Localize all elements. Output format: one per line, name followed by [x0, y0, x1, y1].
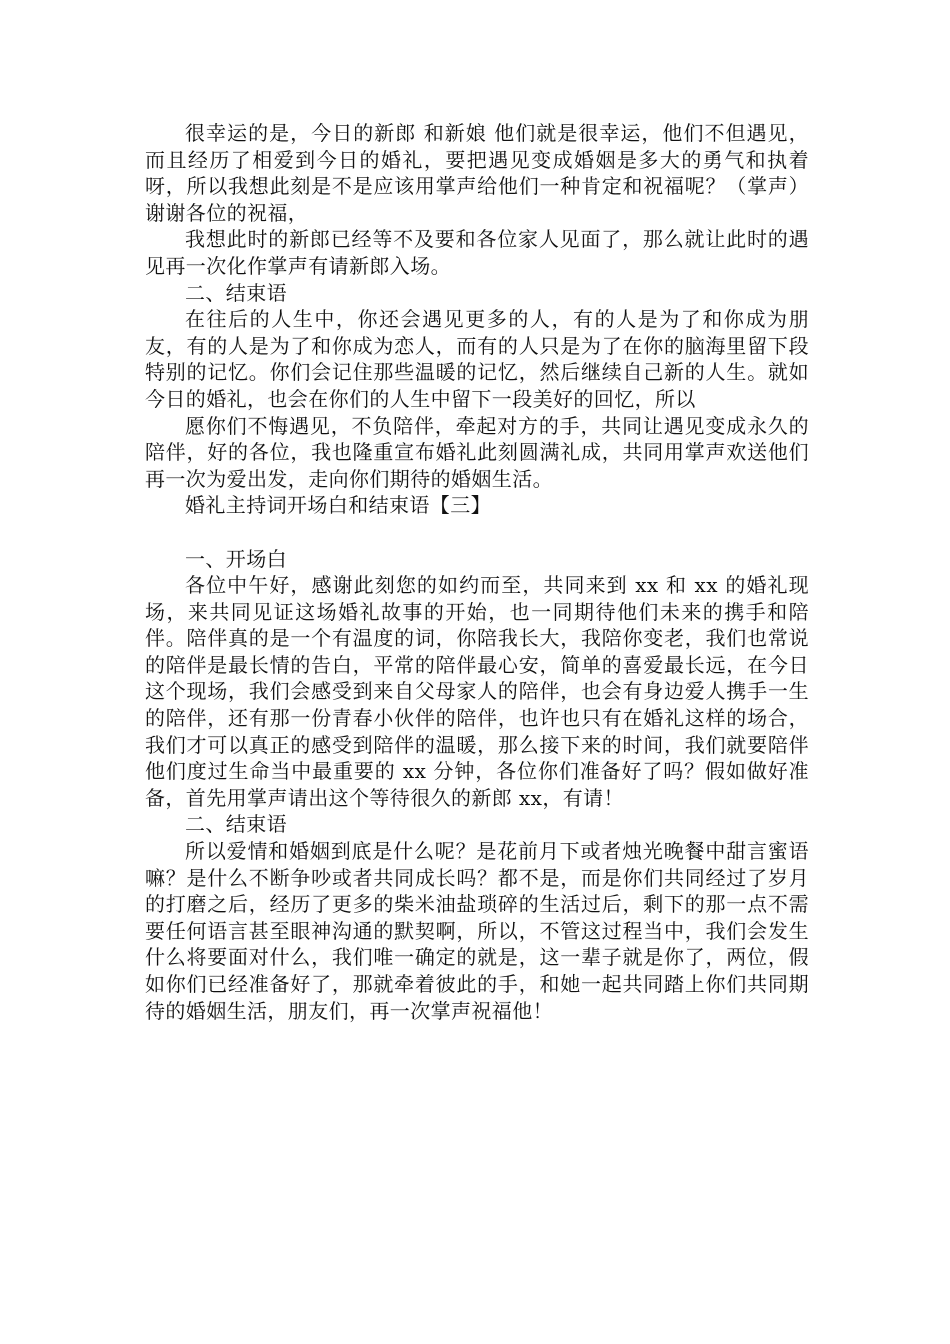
section-heading: 二、结束语: [185, 280, 287, 305]
section-heading: 一、开场白: [185, 546, 287, 571]
paragraph: 我想此时的新郎已经等不及要和各位家人见面了，那么就让此时的遇见再一次化作掌声有请新郎入场。: [145, 227, 809, 278]
paragraph: 在往后的人生中，你还会遇见更多的人，有的人是为了和你成为朋友，有的人是为了和你成为恋人，而有的人只是为了在你的脑海里留下段特别的记忆。你们会记住那些温暖的记忆，然后继续自己新的人生。就如今日的婚礼，也会在你们的人生中留下一段美好的回忆，所以: [145, 307, 809, 411]
paragraph: 愿你们不悔遇见，不负陪伴，牵起对方的手，共同让遇见变成永久的陪伴，好的各位，我也隆重宣布婚礼此刻圆满礼成，共同用掌声欢送他们再一次为爱出发，走向你们期待的婚姻生活。: [145, 413, 809, 491]
paragraph: 各位中午好，感谢此刻您的如约而至，共同来到 xx 和 xx 的婚礼现场，来共同见证这场婚礼故事的开始，也一同期待他们未来的携手和陪伴。陪伴真的是一个有温度的词，你陪我长大，我陪你变老，我们也常说的陪伴是最长情的告白，平常的陪伴最心安，简单的喜爱最长远，在今日这个现场，我们会感受到来自父母家人的陪伴，也会有身边爱人携手一生的陪伴，还有那一份青春小伙伴的陪伴，也许也只有在婚礼这样的场合，我们才可以真正的感受到陪伴的温暖，那么接下来的时间，我们就要陪伴他们度过生命当中最重要的 xx 分钟，各位你们准备好了吗？假如做好准备，首先用掌声请出这个等待很久的新郎 xx，有请！: [145, 573, 809, 810]
section-heading: 二、结束语: [185, 812, 287, 837]
paragraph: 很幸运的是，今日的新郎 和新娘 他们就是很幸运，他们不但遇见，而且经历了相爱到今日的婚礼，要把遇见变成婚姻是多大的勇气和执着呀，所以我想此刻是不是应该用掌声给他们一种肯定和祝福呢？（掌声）谢谢各位的祝福，: [145, 121, 809, 225]
blank-line: [145, 519, 809, 546]
document-subtitle: 婚礼主持词开场白和结束语【三】: [185, 493, 491, 518]
paragraph: 所以爱情和婚姻到底是什么呢？是花前月下或者烛光晚餐中甜言蜜语嘛？是什么不断争吵或者共同成长吗？都不是，而是你们共同经过了岁月的打磨之后，经历了更多的柴米油盐琐碎的生活过后，剩下的那一点不需要任何语言甚至眼神沟通的默契啊，所以，不管这过程当中，我们会发生什么将要面对什么，我们唯一确定的就是，这一辈子就是你了，两位，假如你们已经准备好了，那就牵着彼此的手，和她一起共同踏上你们共同期待的婚姻生活，朋友们，再一次掌声祝福他！: [145, 839, 809, 1023]
document-body: [145, 120, 809, 1024]
